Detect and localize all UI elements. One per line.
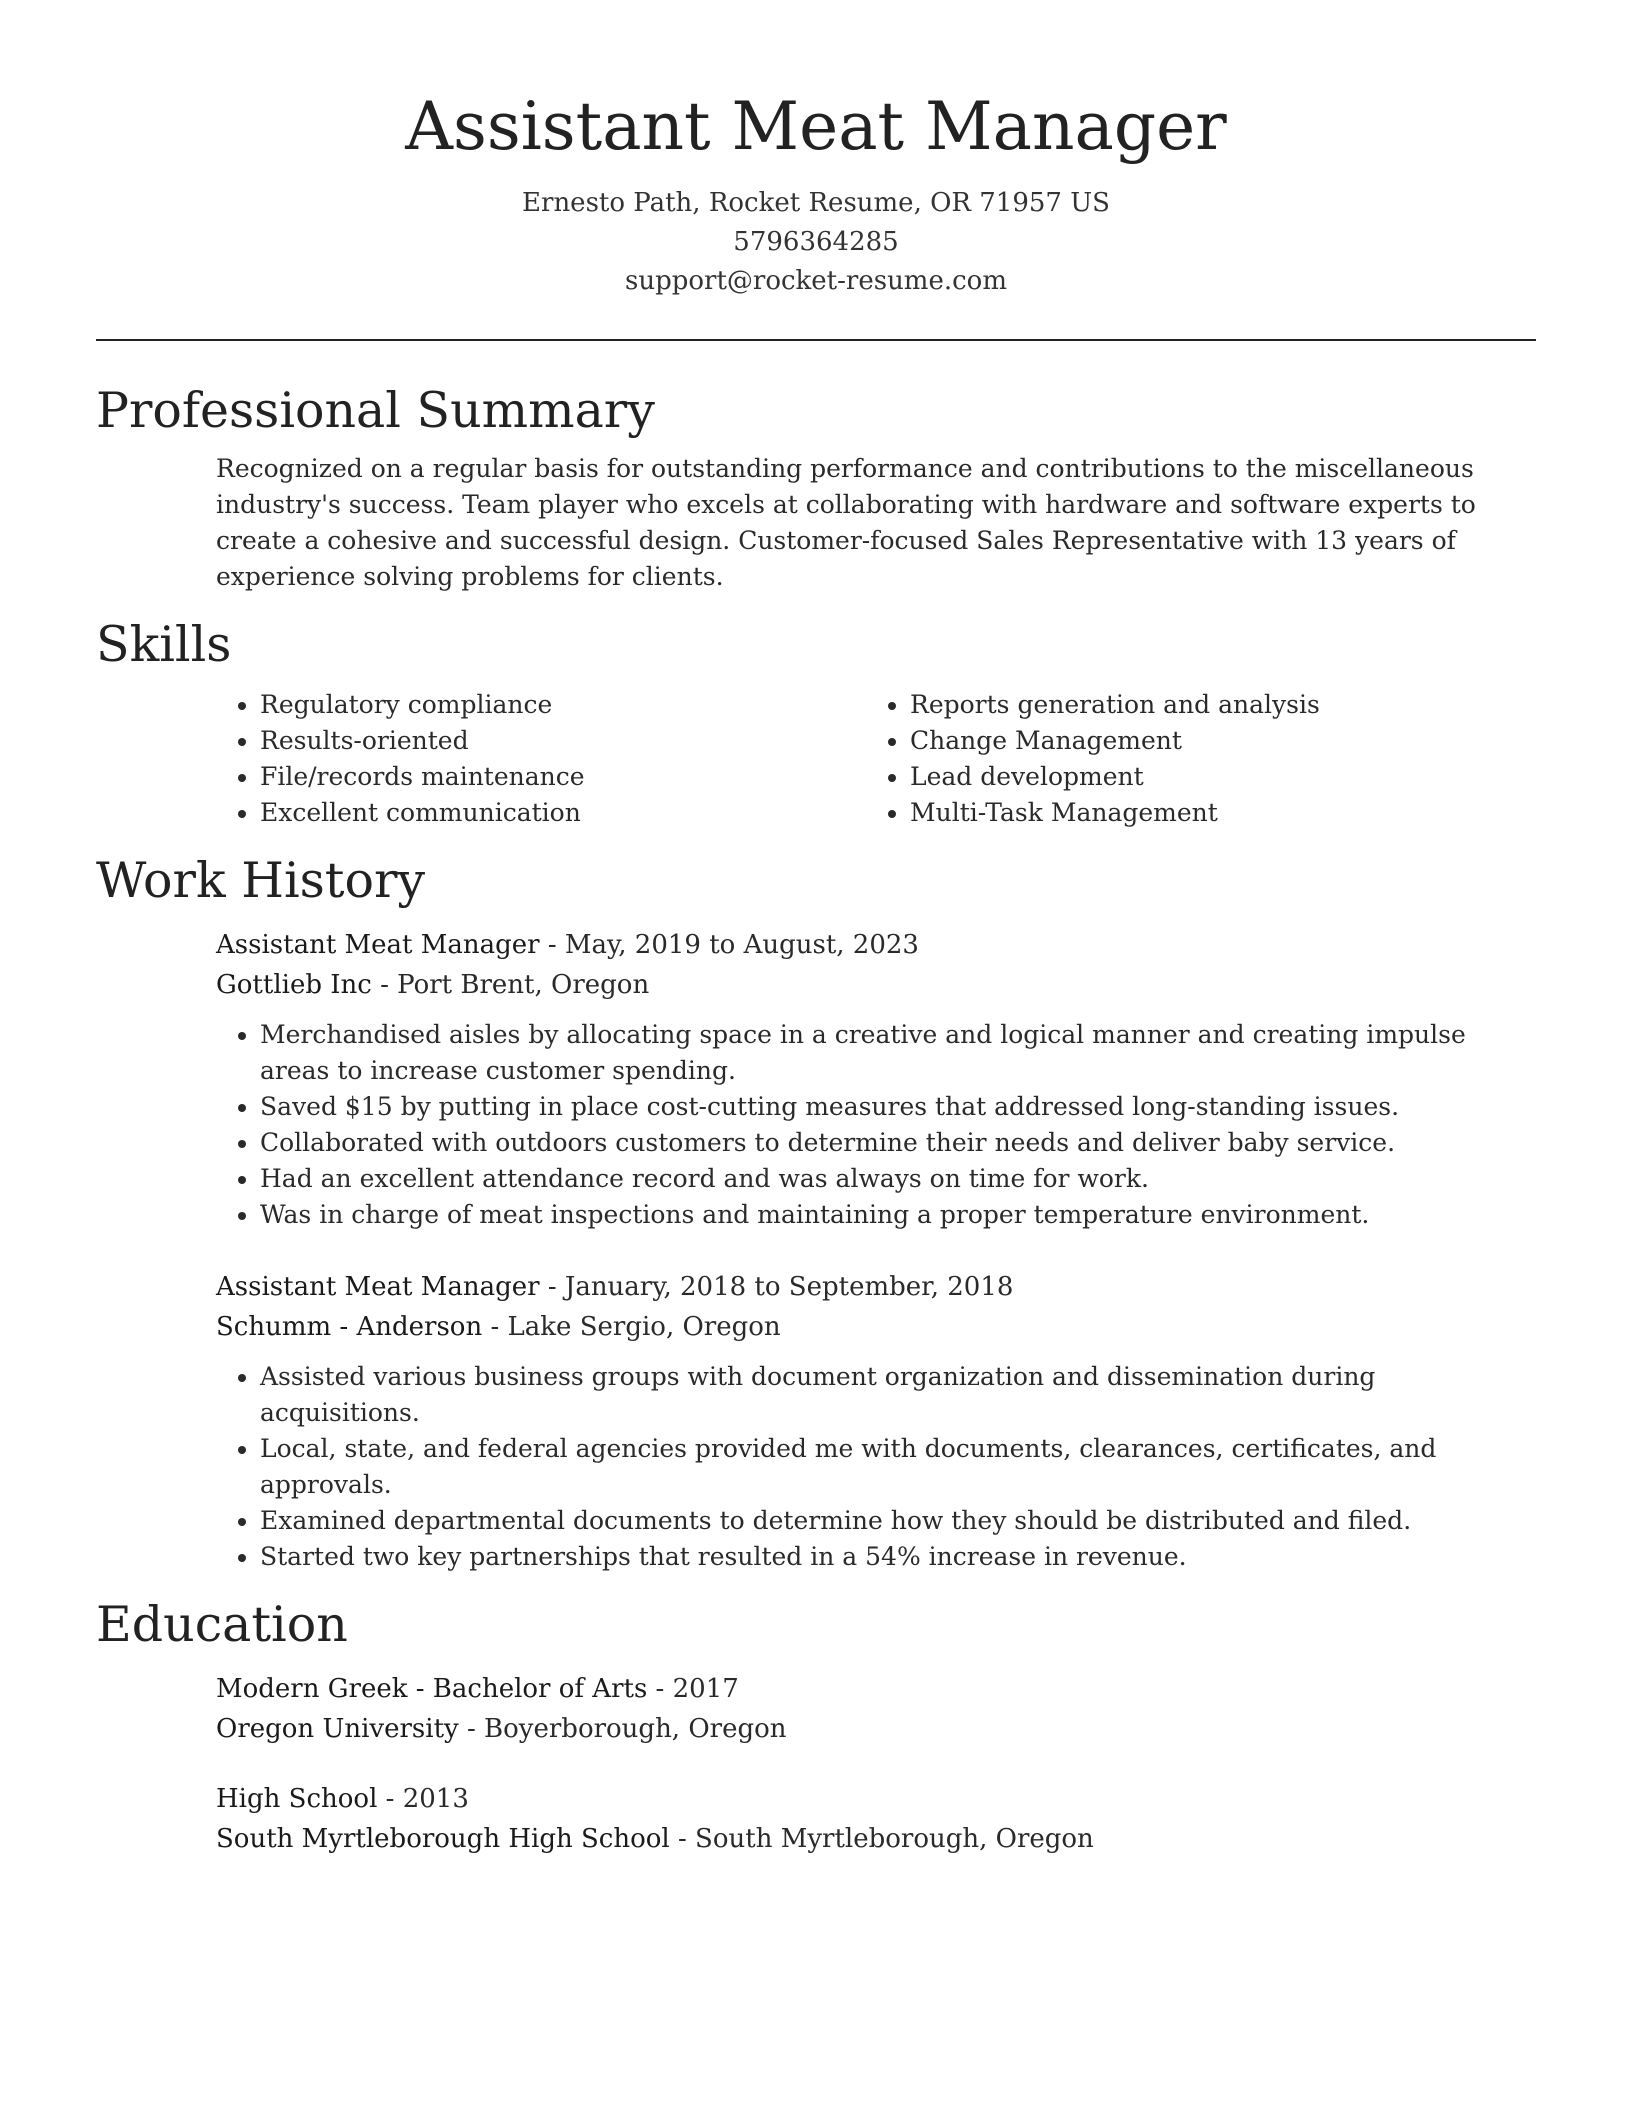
job-duty: • Assisted various business groups with document organization and dissemination during acquisitions. <box>260 1359 1536 1431</box>
education-degree: High School <box>216 1784 378 1814</box>
skill-item: • File/records maintenance <box>260 759 866 795</box>
job-duty: • Merchandised aisles by allocating space in a creative and logical manner and creating impulse areas to increase customer spending. <box>260 1017 1536 1089</box>
contact-phone: 5796364285 <box>733 227 899 257</box>
education-school-line <box>216 1709 1536 1749</box>
work-history-heading: Work History <box>96 852 426 909</box>
education-degree-line <box>216 1669 1536 1709</box>
job-location: - Port Brent, Oregon <box>371 970 650 1000</box>
job-title-line <box>216 1267 1536 1307</box>
skill-item: • Excellent communication <box>260 795 866 831</box>
education-year: - 2017 <box>647 1674 739 1704</box>
job-duty: • Local, state, and federal agencies provided me with documents, clearances, certificates, and approvals. <box>260 1431 1536 1503</box>
summary-heading: Professional Summary <box>96 382 655 439</box>
skills-column-left <box>216 687 866 831</box>
job-duty: • Started two key partnerships that resulted in a 54% increase in revenue. <box>260 1539 1536 1575</box>
skills-list-right <box>866 687 1516 831</box>
education-heading: Education <box>96 1596 348 1653</box>
job-company: Gottlieb Inc <box>216 970 372 1000</box>
summary-section <box>96 379 1536 595</box>
skills-grid <box>96 687 1536 831</box>
education-school: Oregon University <box>216 1714 459 1744</box>
education-year: - 2013 <box>377 1784 469 1814</box>
education-school-line <box>216 1819 1536 1859</box>
header-divider <box>96 339 1536 341</box>
contact-address: Ernesto Path, Rocket Resume, OR 71957 US <box>522 188 1110 218</box>
education-entry <box>216 1779 1536 1859</box>
job-company: Schumm - Anderson <box>216 1312 483 1342</box>
skills-column-right <box>866 687 1516 831</box>
skill-item: • Regulatory compliance <box>260 687 866 723</box>
job-location: - Lake Sergio, Oregon <box>482 1312 781 1342</box>
job-duty: • Was in charge of meat inspections and maintaining a proper temperature environment. <box>260 1197 1536 1233</box>
resume-title: Assistant Meat Manager <box>405 88 1227 165</box>
job-duties <box>216 1017 1536 1233</box>
skill-item: • Multi-Task Management <box>910 795 1516 831</box>
job-duty: • Examined departmental documents to determine how they should be distributed and filed. <box>260 1503 1536 1539</box>
job-title-line <box>216 925 1536 965</box>
job-dates: - May, 2019 to August, 2023 <box>539 930 919 960</box>
work-history-section <box>96 849 1536 1575</box>
skills-heading: Skills <box>96 616 232 673</box>
education-school: South Myrtleborough High School <box>216 1824 670 1854</box>
education-section <box>96 1593 1536 1859</box>
resume-page <box>96 0 1536 1859</box>
job-company-line <box>216 1307 1536 1347</box>
job-position: Assistant Meat Manager <box>216 930 540 960</box>
resume-header <box>96 0 1536 301</box>
education-degree: Modern Greek - Bachelor of Arts <box>216 1674 648 1704</box>
skill-item: • Change Management <box>910 723 1516 759</box>
contact-email: support@rocket-resume.com <box>624 266 1007 296</box>
job-company-line <box>216 965 1536 1005</box>
education-location: - Boyerborough, Oregon <box>458 1714 787 1744</box>
job-duty: • Collaborated with outdoors customers to determine their needs and deliver baby service. <box>260 1125 1536 1161</box>
education-entry <box>216 1669 1536 1749</box>
job-duty: • Saved $15 by putting in place cost-cutting measures that addressed long-standing issues. <box>260 1089 1536 1125</box>
job-entry <box>216 925 1536 1233</box>
job-dates: - January, 2018 to September, 2018 <box>539 1272 1014 1302</box>
education-degree-line <box>216 1779 1536 1819</box>
job-position: Assistant Meat Manager <box>216 1272 540 1302</box>
skill-item: • Reports generation and analysis <box>910 687 1516 723</box>
education-location: - South Myrtleborough, Oregon <box>669 1824 1094 1854</box>
summary-text: Recognized on a regular basis for outstanding performance and contributions to the miscellaneous industry's success. Team player who excels at collaborating with hardware and software experts to create a cohesive and successful design. Customer-focused Sales Representative with 13 years of experience solving problems for clients. <box>216 454 1476 591</box>
skill-item: • Lead development <box>910 759 1516 795</box>
skills-section <box>96 613 1536 831</box>
skill-item: • Results-oriented <box>260 723 866 759</box>
job-duties <box>216 1359 1536 1575</box>
contact-info <box>96 184 1536 301</box>
job-duty: • Had an excellent attendance record and was always on time for work. <box>260 1161 1536 1197</box>
job-entry <box>216 1267 1536 1575</box>
skills-list-left <box>216 687 866 831</box>
